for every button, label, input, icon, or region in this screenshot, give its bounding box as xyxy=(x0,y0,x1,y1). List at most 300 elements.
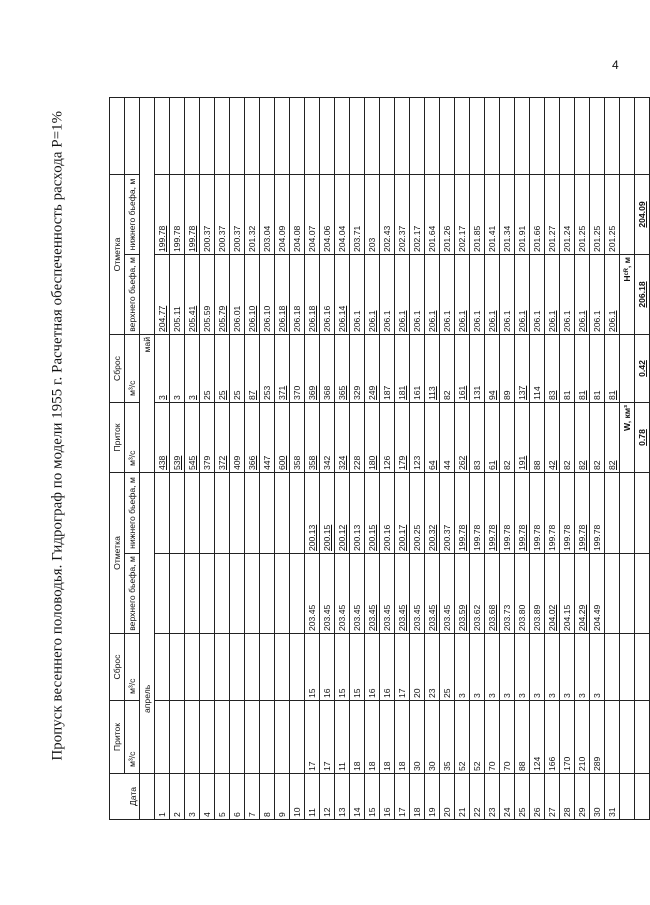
upper-level-april-cell: 203.45 xyxy=(305,554,320,634)
discharge-may-cell: 82 xyxy=(440,335,455,403)
page-number: 4 xyxy=(612,58,619,72)
lower-level-may-cell: 202.17 xyxy=(455,175,470,255)
date-cell: 27 xyxy=(545,774,560,820)
inflow-april-cell: 18 xyxy=(395,701,410,774)
upper-level-april-cell: 203.80 xyxy=(515,554,530,634)
lower-level-may-cell: 202.37 xyxy=(395,175,410,255)
discharge-april-cell: 16 xyxy=(380,634,395,701)
upper-level-may-cell: 206.1 xyxy=(560,255,575,335)
lower-level-may-cell: 203.71 xyxy=(350,175,365,255)
date-cell: 21 xyxy=(455,774,470,820)
summary-row xyxy=(635,98,650,820)
table-body xyxy=(140,98,650,820)
lower-level-april-cell: 199.78 xyxy=(560,473,575,554)
level-label: Hᶜᴿ, м xyxy=(620,255,635,335)
lower-level-april-cell: 199.78 xyxy=(575,473,590,554)
lower-level-april-cell xyxy=(185,473,200,554)
discharge-april-cell: 3 xyxy=(560,634,575,701)
inflow-april-cell xyxy=(245,701,260,774)
inflow-may-cell: 123 xyxy=(410,403,425,473)
lower-level-may-cell: 204.04 xyxy=(335,175,350,255)
inflow-may-cell: 379 xyxy=(200,403,215,473)
lower-level-april-cell xyxy=(605,473,620,554)
inflow-april-cell xyxy=(230,701,245,774)
discharge-may-cell: 370 xyxy=(290,335,305,403)
date-cell: 26 xyxy=(530,774,545,820)
inflow-april-cell xyxy=(200,701,215,774)
inflow-april-cell: 289 xyxy=(590,701,605,774)
discharge-april-cell: 15 xyxy=(305,634,320,701)
discharge-april-cell: 20 xyxy=(410,634,425,701)
inflow-may-cell: 191 xyxy=(515,403,530,473)
header-inflow-april: Приток xyxy=(110,701,125,774)
lower-level-may-cell: 199.78 xyxy=(185,175,200,255)
upper-level-may-cell: 206.16 xyxy=(320,255,335,335)
date-cell: 14 xyxy=(350,774,365,820)
lower-level-may-cell: 200.37 xyxy=(230,175,245,255)
date-cell: 16 xyxy=(380,774,395,820)
discharge-april-cell xyxy=(245,634,260,701)
upper-level-april-cell xyxy=(200,554,215,634)
lower-level-april-cell xyxy=(230,473,245,554)
discharge-may-cell: 187 xyxy=(380,335,395,403)
discharge-may-cell: 181 xyxy=(395,335,410,403)
upper-level-may-cell: 206.18 xyxy=(275,255,290,335)
lower-level-may-cell: 202.43 xyxy=(380,175,395,255)
discharge-may-cell: 25 xyxy=(200,335,215,403)
lower-level-may-cell: 201.41 xyxy=(485,175,500,255)
upper-level-may-cell: 206.18 xyxy=(290,255,305,335)
upper-level-may-cell: 206.1 xyxy=(380,255,395,335)
upper-level-may-cell: 206.14 xyxy=(335,255,350,335)
discharge-may-cell: 81 xyxy=(560,335,575,403)
summary-lower-level: 204.09 xyxy=(635,175,650,255)
lower-level-april-cell: 200.15 xyxy=(320,473,335,554)
table-row xyxy=(260,98,275,820)
lower-level-april-cell: 200.32 xyxy=(425,473,440,554)
upper-level-april-cell xyxy=(275,554,290,634)
table-row xyxy=(485,98,500,820)
discharge-may-cell: 371 xyxy=(275,335,290,403)
lower-level-may-cell: 201.32 xyxy=(245,175,260,255)
hydrograph-table-container xyxy=(109,98,647,820)
header-level-may: Отметка xyxy=(110,175,125,335)
lower-level-april-cell: 200.13 xyxy=(305,473,320,554)
upper-level-may-cell: 206.1 xyxy=(365,255,380,335)
date-cell: 7 xyxy=(245,774,260,820)
upper-level-april-cell: 203.45 xyxy=(320,554,335,634)
header-unit-discharge-may: м³/с xyxy=(125,335,140,403)
table-row xyxy=(410,98,425,820)
discharge-may-cell: 83 xyxy=(545,335,560,403)
date-cell: 11 xyxy=(305,774,320,820)
inflow-april-cell: 18 xyxy=(380,701,395,774)
lower-level-april-cell: 200.37 xyxy=(440,473,455,554)
inflow-may-cell: 539 xyxy=(170,403,185,473)
upper-level-april-cell xyxy=(170,554,185,634)
inflow-may-cell: 372 xyxy=(215,403,230,473)
inflow-april-cell xyxy=(605,701,620,774)
inflow-april-cell: 17 xyxy=(305,701,320,774)
inflow-may-cell: 342 xyxy=(320,403,335,473)
lower-level-may-cell: 201.66 xyxy=(530,175,545,255)
lower-level-april-cell xyxy=(170,473,185,554)
date-cell: 25 xyxy=(515,774,530,820)
discharge-april-cell: 16 xyxy=(320,634,335,701)
date-cell: 13 xyxy=(335,774,350,820)
discharge-may-cell: 81 xyxy=(575,335,590,403)
table-row xyxy=(230,98,245,820)
date-cell: 12 xyxy=(320,774,335,820)
date-cell: 1 xyxy=(155,774,170,820)
inflow-april-cell: 52 xyxy=(470,701,485,774)
discharge-may-cell: 113 xyxy=(425,335,440,403)
upper-level-april-cell xyxy=(215,554,230,634)
inflow-april-cell: 35 xyxy=(440,701,455,774)
lower-level-april-cell xyxy=(290,473,305,554)
lower-level-may-cell: 201.25 xyxy=(575,175,590,255)
table-row xyxy=(155,98,170,820)
discharge-april-cell: 3 xyxy=(485,634,500,701)
upper-level-april-cell: 203.45 xyxy=(335,554,350,634)
upper-level-april-cell: 203.45 xyxy=(350,554,365,634)
upper-level-may-cell: 206.1 xyxy=(455,255,470,335)
discharge-april-cell xyxy=(215,634,230,701)
upper-level-april-cell: 204.02 xyxy=(545,554,560,634)
upper-level-april-cell: 203.45 xyxy=(410,554,425,634)
inflow-april-cell: 30 xyxy=(425,701,440,774)
header-empty-sub xyxy=(125,98,140,175)
inflow-april-cell: 70 xyxy=(500,701,515,774)
inflow-may-cell: 42 xyxy=(545,403,560,473)
table-row xyxy=(365,98,380,820)
header-upper-may: верхнего бьефа, м xyxy=(125,255,140,335)
lower-level-may-cell: 201.64 xyxy=(425,175,440,255)
lower-level-may-cell: 201.34 xyxy=(500,175,515,255)
date-cell: 29 xyxy=(575,774,590,820)
header-empty xyxy=(110,98,125,175)
date-cell: 17 xyxy=(395,774,410,820)
inflow-may-cell: 88 xyxy=(530,403,545,473)
table-row xyxy=(395,98,410,820)
lower-level-may-cell: 201.91 xyxy=(515,175,530,255)
inflow-april-cell: 88 xyxy=(515,701,530,774)
inflow-may-cell: 409 xyxy=(230,403,245,473)
inflow-may-cell: 262 xyxy=(455,403,470,473)
lower-level-may-cell: 200.37 xyxy=(215,175,230,255)
upper-level-may-cell: 205.41 xyxy=(185,255,200,335)
date-cell: 8 xyxy=(260,774,275,820)
inflow-april-cell: 30 xyxy=(410,701,425,774)
page-title: Пропуск весеннего половодья. Гидрограф по модели 1955 г. Расчетная обеспеченность расхода Р=1% xyxy=(49,110,66,761)
inflow-may-cell: 179 xyxy=(395,403,410,473)
upper-level-april-cell: 203.45 xyxy=(425,554,440,634)
date-cell: 3 xyxy=(185,774,200,820)
lower-level-may-cell: 201.27 xyxy=(545,175,560,255)
table-row xyxy=(455,98,470,820)
discharge-may-cell: 25 xyxy=(215,335,230,403)
table-row xyxy=(275,98,290,820)
date-cell: 24 xyxy=(500,774,515,820)
hydrograph-table xyxy=(109,97,650,820)
upper-level-april-cell xyxy=(605,554,620,634)
date-cell: 5 xyxy=(215,774,230,820)
inflow-april-cell: 18 xyxy=(350,701,365,774)
discharge-april-cell: 23 xyxy=(425,634,440,701)
upper-level-may-cell: 206.1 xyxy=(470,255,485,335)
upper-level-april-cell: 203.89 xyxy=(530,554,545,634)
upper-level-april-cell xyxy=(245,554,260,634)
upper-level-april-cell: 203.45 xyxy=(440,554,455,634)
inflow-may-cell: 228 xyxy=(350,403,365,473)
lower-level-april-cell: 199.78 xyxy=(590,473,605,554)
discharge-may-cell: 253 xyxy=(260,335,275,403)
discharge-may-cell: 161 xyxy=(410,335,425,403)
table-row xyxy=(425,98,440,820)
month-row xyxy=(140,98,155,820)
inflow-may-cell: 82 xyxy=(590,403,605,473)
discharge-april-cell: 3 xyxy=(530,634,545,701)
upper-level-may-cell: 205.79 xyxy=(215,255,230,335)
inflow-april-cell xyxy=(275,701,290,774)
lower-level-april-cell: 199.78 xyxy=(485,473,500,554)
discharge-april-cell: 3 xyxy=(515,634,530,701)
table-row xyxy=(170,98,185,820)
lower-level-april-cell xyxy=(200,473,215,554)
lower-level-may-cell: 204.06 xyxy=(320,175,335,255)
discharge-may-cell: 249 xyxy=(365,335,380,403)
table-row xyxy=(575,98,590,820)
header-unit-discharge-april: м³/с xyxy=(125,634,140,701)
discharge-april-cell xyxy=(230,634,245,701)
inflow-may-cell: 600 xyxy=(275,403,290,473)
inflow-april-cell: 52 xyxy=(455,701,470,774)
table-row xyxy=(215,98,230,820)
upper-level-may-cell: 206.1 xyxy=(575,255,590,335)
date-cell: 22 xyxy=(470,774,485,820)
summary-inflow-volume: 0.78 xyxy=(635,403,650,473)
lower-level-april-cell xyxy=(155,473,170,554)
upper-level-april-cell: 204.15 xyxy=(560,554,575,634)
lower-level-april-cell: 200.15 xyxy=(365,473,380,554)
lower-level-april-cell: 199.78 xyxy=(515,473,530,554)
upper-level-may-cell: 204.77 xyxy=(155,255,170,335)
lower-level-may-cell: 200.37 xyxy=(200,175,215,255)
upper-level-may-cell: 205.59 xyxy=(200,255,215,335)
upper-level-may-cell: 206.18 xyxy=(305,255,320,335)
upper-level-may-cell: 206.1 xyxy=(530,255,545,335)
header-discharge-april: Сброс xyxy=(110,634,125,701)
discharge-may-cell: 329 xyxy=(350,335,365,403)
table-row xyxy=(590,98,605,820)
discharge-april-cell: 3 xyxy=(545,634,560,701)
lower-level-may-cell: 204.08 xyxy=(290,175,305,255)
discharge-april-cell: 3 xyxy=(500,634,515,701)
upper-level-april-cell: 203.45 xyxy=(380,554,395,634)
lower-level-may-cell: 202.17 xyxy=(410,175,425,255)
upper-level-may-cell: 206.1 xyxy=(605,255,620,335)
discharge-may-cell: 81 xyxy=(605,335,620,403)
header-upper-april: верхнего бьефа, м xyxy=(125,554,140,634)
date-cell: 15 xyxy=(365,774,380,820)
inflow-april-cell xyxy=(215,701,230,774)
table-row xyxy=(380,98,395,820)
lower-level-april-cell: 200.12 xyxy=(335,473,350,554)
date-cell: 10 xyxy=(290,774,305,820)
discharge-april-cell: 3 xyxy=(575,634,590,701)
inflow-may-cell: 82 xyxy=(560,403,575,473)
discharge-may-cell: 369 xyxy=(305,335,320,403)
table-row xyxy=(320,98,335,820)
date-cell: 20 xyxy=(440,774,455,820)
lower-level-may-cell: 201.85 xyxy=(470,175,485,255)
date-cell: 23 xyxy=(485,774,500,820)
inflow-april-cell xyxy=(260,701,275,774)
discharge-april-cell: 17 xyxy=(395,634,410,701)
table-row xyxy=(545,98,560,820)
lower-level-april-cell xyxy=(215,473,230,554)
upper-level-may-cell: 206.1 xyxy=(500,255,515,335)
inflow-may-cell: 61 xyxy=(485,403,500,473)
date-cell: 31 xyxy=(605,774,620,820)
month-may-label: май xyxy=(140,335,155,473)
upper-level-may-cell: 206.1 xyxy=(590,255,605,335)
upper-level-april-cell: 203.68 xyxy=(485,554,500,634)
inflow-may-cell: 358 xyxy=(290,403,305,473)
upper-level-may-cell: 206.1 xyxy=(410,255,425,335)
month-april-label: апрель xyxy=(140,473,155,774)
lower-level-may-cell: 201.25 xyxy=(605,175,620,255)
discharge-april-cell xyxy=(170,634,185,701)
header-level-april: Отметка xyxy=(110,473,125,634)
table-row xyxy=(605,98,620,820)
discharge-april-cell: 16 xyxy=(365,634,380,701)
table-row xyxy=(185,98,200,820)
header-discharge-may: Сброс xyxy=(110,335,125,403)
upper-level-may-cell: 206.1 xyxy=(350,255,365,335)
upper-level-may-cell: 206.1 xyxy=(485,255,500,335)
extra-row xyxy=(620,98,635,820)
lower-level-april-cell: 199.78 xyxy=(455,473,470,554)
discharge-may-cell: 87 xyxy=(245,335,260,403)
lower-level-april-cell: 200.25 xyxy=(410,473,425,554)
lower-level-may-cell: 203 xyxy=(365,175,380,255)
date-cell: 19 xyxy=(425,774,440,820)
discharge-may-cell: 161 xyxy=(455,335,470,403)
lower-level-april-cell: 200.17 xyxy=(395,473,410,554)
date-cell: 9 xyxy=(275,774,290,820)
upper-level-april-cell xyxy=(290,554,305,634)
date-cell: 28 xyxy=(560,774,575,820)
discharge-april-cell xyxy=(260,634,275,701)
table-row xyxy=(500,98,515,820)
upper-level-may-cell: 206.10 xyxy=(245,255,260,335)
upper-level-april-cell: 204.29 xyxy=(575,554,590,634)
inflow-may-cell: 358 xyxy=(305,403,320,473)
discharge-april-cell: 15 xyxy=(335,634,350,701)
inflow-may-cell: 545 xyxy=(185,403,200,473)
upper-level-may-cell: 206.1 xyxy=(440,255,455,335)
inflow-april-cell xyxy=(170,701,185,774)
header-date: Дата xyxy=(110,774,140,820)
discharge-april-cell xyxy=(290,634,305,701)
date-cell: 30 xyxy=(590,774,605,820)
inflow-april-cell: 124 xyxy=(530,701,545,774)
upper-level-may-cell: 205.11 xyxy=(170,255,185,335)
inflow-may-cell: 83 xyxy=(470,403,485,473)
inflow-april-cell xyxy=(155,701,170,774)
inflow-april-cell: 18 xyxy=(365,701,380,774)
date-cell: 2 xyxy=(170,774,185,820)
lower-level-may-cell: 204.09 xyxy=(275,175,290,255)
table-row xyxy=(530,98,545,820)
upper-level-april-cell xyxy=(260,554,275,634)
lower-level-may-cell: 204.07 xyxy=(305,175,320,255)
inflow-may-cell: 447 xyxy=(260,403,275,473)
lower-level-may-cell: 199.78 xyxy=(155,175,170,255)
lower-level-april-cell: 199.78 xyxy=(500,473,515,554)
upper-level-may-cell: 206.1 xyxy=(515,255,530,335)
inflow-may-cell: 180 xyxy=(365,403,380,473)
lower-level-april-cell xyxy=(245,473,260,554)
summary-discharge-volume: 0.42 xyxy=(635,335,650,403)
upper-level-may-cell: 206.1 xyxy=(545,255,560,335)
discharge-may-cell: 89 xyxy=(500,335,515,403)
header-unit-inflow-may: м³/с xyxy=(125,403,140,473)
inflow-may-cell: 82 xyxy=(605,403,620,473)
inflow-april-cell: 17 xyxy=(320,701,335,774)
table-row xyxy=(515,98,530,820)
lower-level-may-cell: 199.78 xyxy=(170,175,185,255)
upper-level-april-cell: 203.59 xyxy=(455,554,470,634)
discharge-may-cell: 137 xyxy=(515,335,530,403)
header-lower-april: нижнего бьефа, м xyxy=(125,473,140,554)
date-cell: 6 xyxy=(230,774,245,820)
upper-level-may-cell: 206.01 xyxy=(230,255,245,335)
discharge-april-cell xyxy=(155,634,170,701)
discharge-april-cell xyxy=(605,634,620,701)
table-row xyxy=(305,98,320,820)
date-cell: 18 xyxy=(410,774,425,820)
discharge-may-cell: 3 xyxy=(185,335,200,403)
lower-level-april-cell: 199.78 xyxy=(545,473,560,554)
upper-level-may-cell: 206.1 xyxy=(395,255,410,335)
lower-level-may-cell: 203.04 xyxy=(260,175,275,255)
upper-level-april-cell: 203.45 xyxy=(365,554,380,634)
header-lower-may: нижнего бьефа, м xyxy=(125,175,140,255)
table-row xyxy=(290,98,305,820)
inflow-may-cell: 64 xyxy=(425,403,440,473)
inflow-april-cell: 70 xyxy=(485,701,500,774)
upper-level-april-cell: 204.49 xyxy=(590,554,605,634)
lower-level-april-cell: 199.78 xyxy=(470,473,485,554)
discharge-may-cell: 114 xyxy=(530,335,545,403)
upper-level-may-cell: 206.1 xyxy=(425,255,440,335)
volume-label: W, км³ xyxy=(620,403,635,473)
discharge-april-cell: 3 xyxy=(470,634,485,701)
discharge-april-cell xyxy=(275,634,290,701)
upper-level-april-cell: 203.62 xyxy=(470,554,485,634)
inflow-may-cell: 438 xyxy=(155,403,170,473)
lower-level-may-cell: 201.26 xyxy=(440,175,455,255)
discharge-april-cell xyxy=(200,634,215,701)
header-inflow-may: Приток xyxy=(110,403,125,473)
lower-level-april-cell: 199.78 xyxy=(530,473,545,554)
inflow-may-cell: 366 xyxy=(245,403,260,473)
inflow-may-cell: 82 xyxy=(500,403,515,473)
discharge-may-cell: 25 xyxy=(230,335,245,403)
inflow-april-cell: 11 xyxy=(335,701,350,774)
